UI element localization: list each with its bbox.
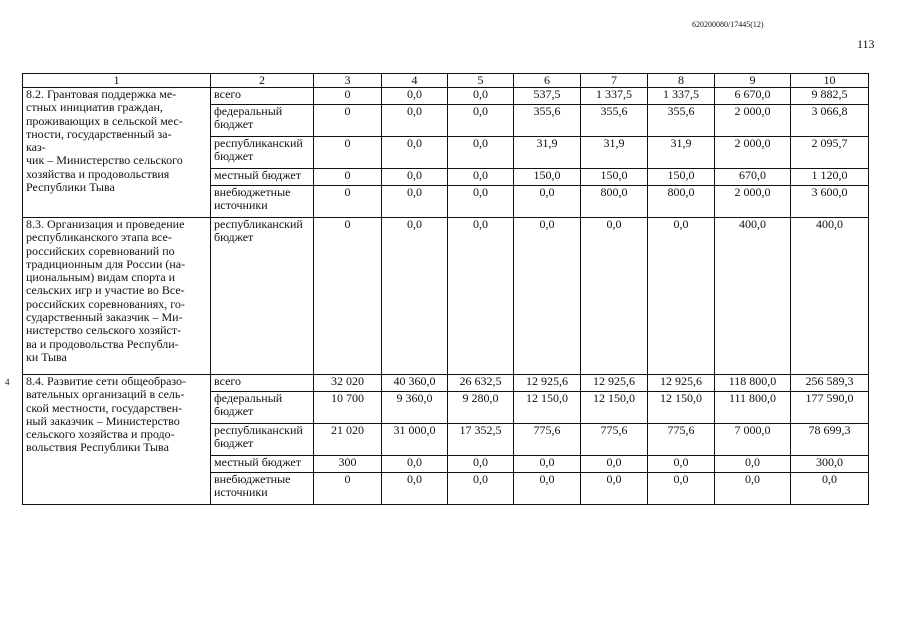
- value-cell: 0: [314, 88, 382, 105]
- value-cell: 0,0: [791, 473, 869, 505]
- value-cell: 150,0: [514, 169, 581, 186]
- value-cell: 0,0: [715, 473, 791, 505]
- value-cell: 0: [314, 218, 382, 375]
- value-cell: 0,0: [382, 473, 448, 505]
- value-cell: 775,6: [514, 424, 581, 456]
- header-cell: 8: [648, 74, 715, 88]
- value-cell: 300,0: [791, 456, 869, 473]
- value-cell: 150,0: [648, 169, 715, 186]
- value-cell: 12 150,0: [581, 392, 648, 424]
- funding-source: всего: [211, 88, 314, 105]
- value-cell: 31,9: [514, 137, 581, 169]
- funding-source: всего: [211, 375, 314, 392]
- value-cell: 775,6: [648, 424, 715, 456]
- value-cell: 0,0: [514, 186, 581, 218]
- value-cell: 537,5: [514, 88, 581, 105]
- value-cell: 1 337,5: [648, 88, 715, 105]
- value-cell: 0,0: [648, 218, 715, 375]
- value-cell: 0,0: [448, 169, 514, 186]
- margin-mark: 4: [5, 377, 10, 387]
- value-cell: 0,0: [448, 218, 514, 375]
- value-cell: 0: [314, 105, 382, 137]
- value-cell: 0,0: [514, 218, 581, 375]
- value-cell: 0,0: [648, 456, 715, 473]
- funding-source: федеральный бюджет: [211, 105, 314, 137]
- funding-source: республиканский бюджет: [211, 424, 314, 456]
- value-cell: 31,9: [648, 137, 715, 169]
- value-cell: 0,0: [648, 473, 715, 505]
- value-cell: 0: [314, 137, 382, 169]
- page-number: 113: [857, 37, 875, 51]
- header-cell: 7: [581, 74, 648, 88]
- header-cell: 2: [211, 74, 314, 88]
- value-cell: 2 000,0: [715, 137, 791, 169]
- header-cell: 9: [715, 74, 791, 88]
- value-cell: 2 000,0: [715, 186, 791, 218]
- value-cell: 0,0: [514, 473, 581, 505]
- value-cell: 0,0: [581, 473, 648, 505]
- value-cell: 0,0: [448, 456, 514, 473]
- value-cell: 7 000,0: [715, 424, 791, 456]
- value-cell: 2 000,0: [715, 105, 791, 137]
- header-cell: 5: [448, 74, 514, 88]
- value-cell: 0,0: [382, 186, 448, 218]
- value-cell: 355,6: [581, 105, 648, 137]
- value-cell: 800,0: [581, 186, 648, 218]
- value-cell: 0,0: [382, 169, 448, 186]
- value-cell: 12 925,6: [581, 375, 648, 392]
- value-cell: 670,0: [715, 169, 791, 186]
- value-cell: 2 095,7: [791, 137, 869, 169]
- funding-source: федеральный бюджет: [211, 392, 314, 424]
- value-cell: 0,0: [382, 88, 448, 105]
- value-cell: 111 800,0: [715, 392, 791, 424]
- value-cell: 256 589,3: [791, 375, 869, 392]
- value-cell: 355,6: [648, 105, 715, 137]
- value-cell: 800,0: [648, 186, 715, 218]
- value-cell: 31,9: [581, 137, 648, 169]
- document-id: 620200080/17445(12): [692, 20, 764, 29]
- funding-source: внебюджетные источники: [211, 473, 314, 505]
- value-cell: 355,6: [514, 105, 581, 137]
- value-cell: 12 150,0: [514, 392, 581, 424]
- table-header: [23, 74, 869, 88]
- value-cell: 0,0: [382, 137, 448, 169]
- value-cell: 150,0: [581, 169, 648, 186]
- value-cell: 400,0: [715, 218, 791, 375]
- budget-table: [22, 73, 869, 505]
- value-cell: 31 000,0: [382, 424, 448, 456]
- value-cell: 0,0: [448, 88, 514, 105]
- funding-source: республиканский бюджет: [211, 218, 314, 375]
- section-title: 8.3. Организация и проведение республиканского этапа все- российских соревнований по традиционным для России (на- циональным) видам спорта и сельских игр и участие во Все- российских соревнованиях, го- сударственный заказчик – Ми- нистерство сельского хозяйст- ва и продовольства Республи- ки Тыва: [23, 218, 211, 375]
- value-cell: 17 352,5: [448, 424, 514, 456]
- value-cell: 32 020: [314, 375, 382, 392]
- table-row: [23, 375, 869, 392]
- value-cell: 0,0: [448, 105, 514, 137]
- value-cell: 0,0: [448, 473, 514, 505]
- table-row: [23, 218, 869, 375]
- header-cell: 3: [314, 74, 382, 88]
- header-cell: 6: [514, 74, 581, 88]
- value-cell: 26 632,5: [448, 375, 514, 392]
- value-cell: 40 360,0: [382, 375, 448, 392]
- value-cell: 0,0: [581, 456, 648, 473]
- value-cell: 6 670,0: [715, 88, 791, 105]
- value-cell: 12 925,6: [648, 375, 715, 392]
- value-cell: 21 020: [314, 424, 382, 456]
- value-cell: 400,0: [791, 218, 869, 375]
- table-body: [23, 88, 869, 505]
- value-cell: 78 699,3: [791, 424, 869, 456]
- value-cell: 177 590,0: [791, 392, 869, 424]
- value-cell: 0,0: [382, 456, 448, 473]
- value-cell: 775,6: [581, 424, 648, 456]
- value-cell: 0,0: [448, 137, 514, 169]
- value-cell: 3 066,8: [791, 105, 869, 137]
- value-cell: 3 600,0: [791, 186, 869, 218]
- value-cell: 9 360,0: [382, 392, 448, 424]
- value-cell: 12 150,0: [648, 392, 715, 424]
- value-cell: 1 337,5: [581, 88, 648, 105]
- value-cell: 0,0: [715, 456, 791, 473]
- funding-source: республиканский бюджет: [211, 137, 314, 169]
- value-cell: 0: [314, 186, 382, 218]
- value-cell: 9 882,5: [791, 88, 869, 105]
- value-cell: 118 800,0: [715, 375, 791, 392]
- value-cell: 0,0: [514, 456, 581, 473]
- header-cell: 10: [791, 74, 869, 88]
- value-cell: 0: [314, 169, 382, 186]
- header-cell: 4: [382, 74, 448, 88]
- value-cell: 9 280,0: [448, 392, 514, 424]
- header-row: [23, 74, 869, 88]
- section-title: 8.2. Грантовая поддержка ме- стных инициатив граждан, проживающих в сельской мес- тности, государственный за- каз- чик – Министерство сельского хозяйства и продовольствия Республики Тыва: [23, 88, 211, 218]
- value-cell: 0,0: [448, 186, 514, 218]
- table-row: [23, 88, 869, 105]
- value-cell: 300: [314, 456, 382, 473]
- funding-source: внебюджетные источники: [211, 186, 314, 218]
- value-cell: 0,0: [382, 105, 448, 137]
- section-title: 8.4. Развитие сети общеобразо- вательных организаций в сель- ской местности, государствен- ный заказчик – Министерство сельского хозяйства и продо- вольствия Республики Тыва: [23, 375, 211, 505]
- value-cell: 0: [314, 473, 382, 505]
- header-cell: 1: [23, 74, 211, 88]
- value-cell: 12 925,6: [514, 375, 581, 392]
- value-cell: 0,0: [382, 218, 448, 375]
- funding-source: местный бюджет: [211, 456, 314, 473]
- value-cell: 10 700: [314, 392, 382, 424]
- value-cell: 0,0: [581, 218, 648, 375]
- value-cell: 1 120,0: [791, 169, 869, 186]
- funding-source: местный бюджет: [211, 169, 314, 186]
